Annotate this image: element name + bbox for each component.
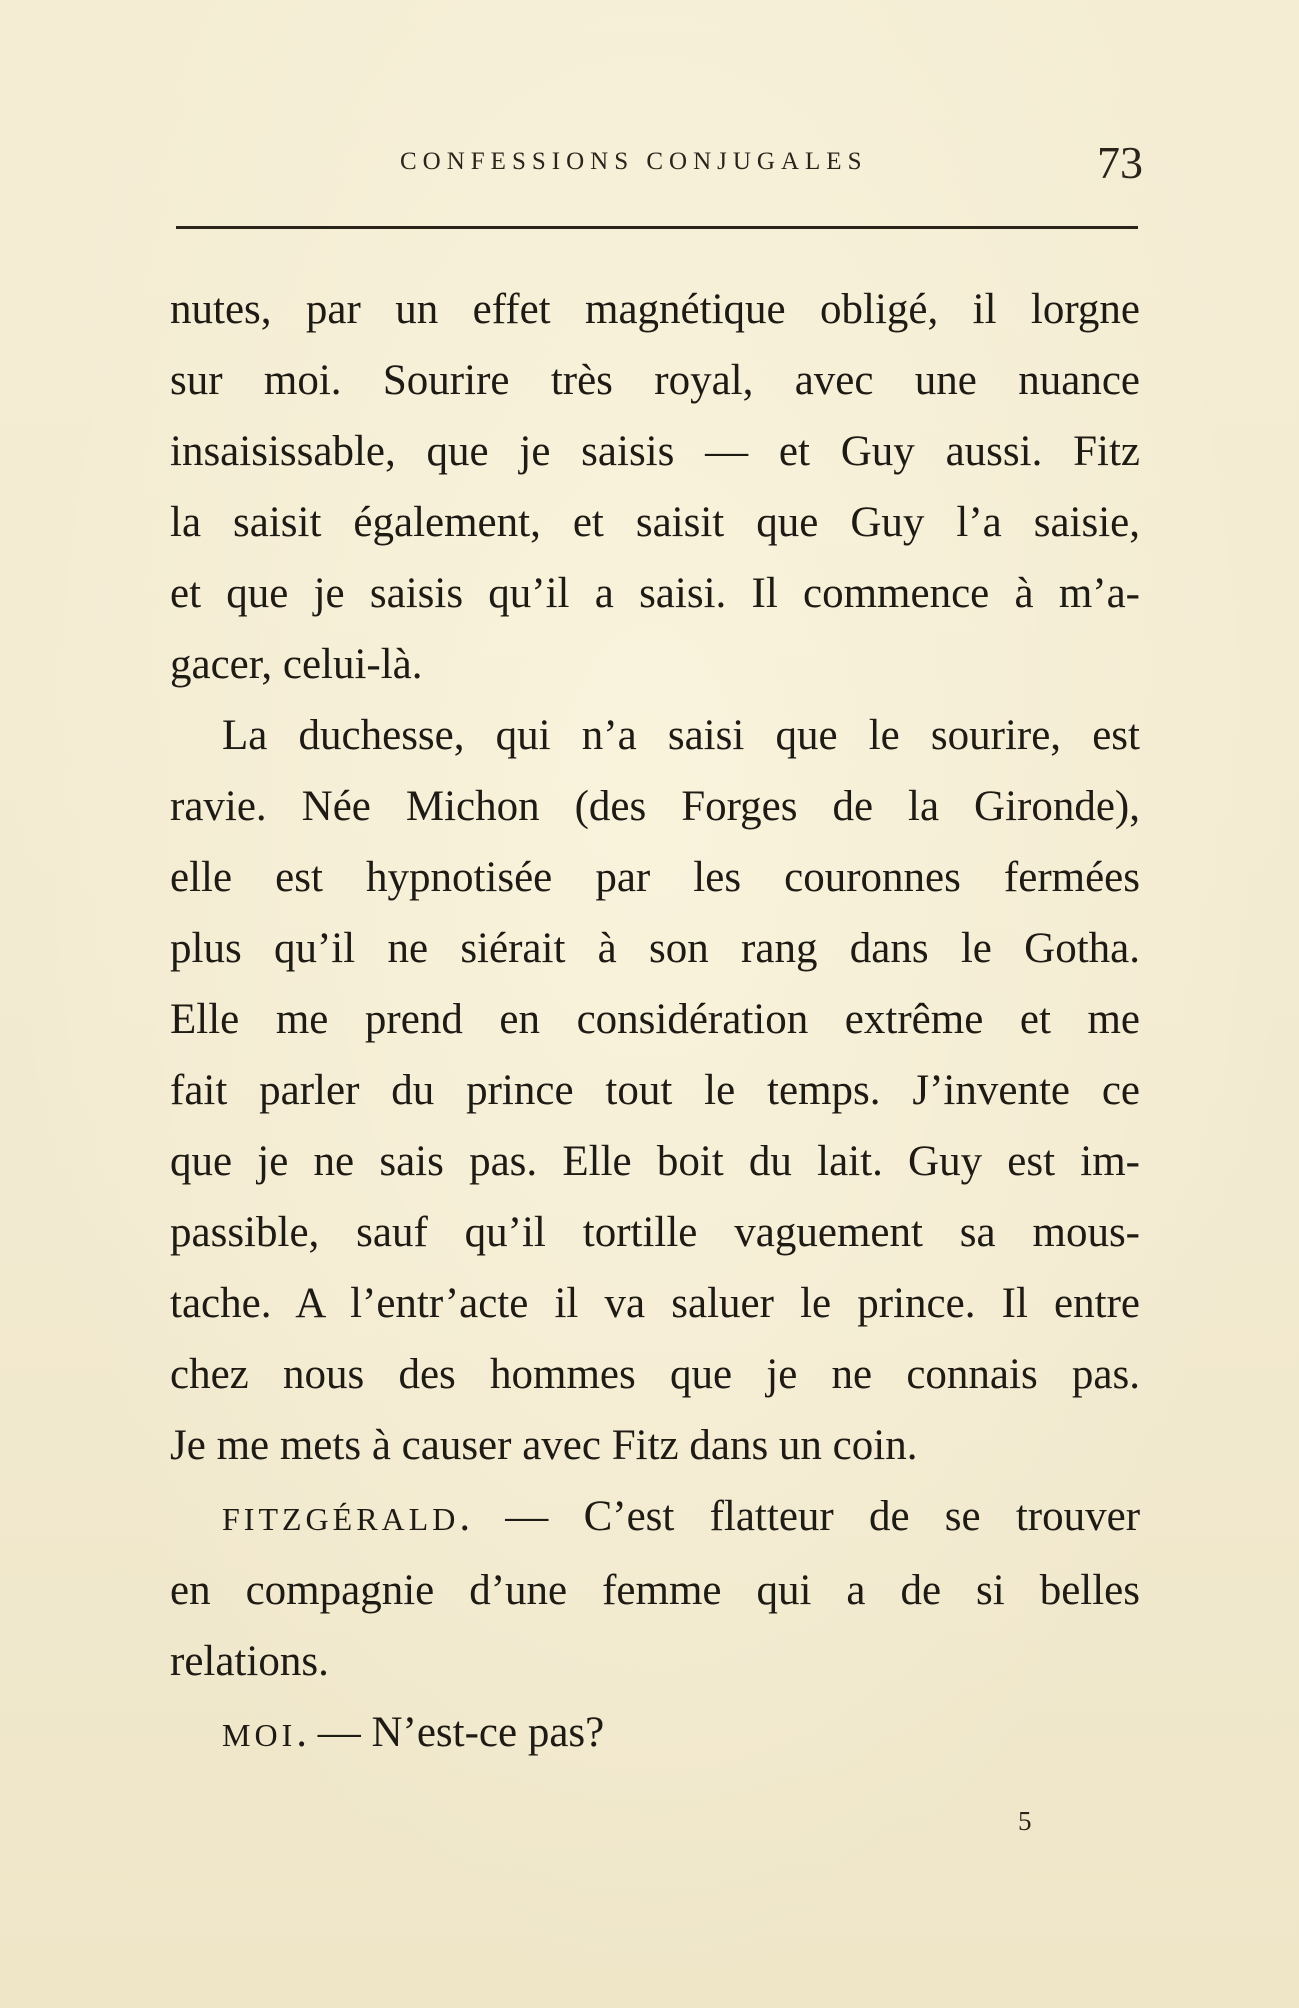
text-line: que je ne sais pas. Elle boit du lait. Guy est im- [170,1138,1140,1185]
text-line: La duchesse, qui n’a saisi que le sourire, est [222,712,1140,759]
text-line: la saisit également, et saisit que Guy l’a saisie, [170,499,1140,546]
dialogue-line [170,1481,1140,1555]
text-line: gacer, celui-là. [170,641,423,688]
text-line: et que je saisis qu’il a saisi. Il commence à m’a- [170,570,1140,617]
body-text [170,274,1140,1771]
text-line: chez nous des hommes que je ne connais pas. [170,1351,1140,1398]
text-line: relations. [170,1638,329,1685]
speaker-name: FITZGÉRALD [222,1501,460,1537]
text-line: elle est hypnotisée par les couronnes fermées [170,854,1140,901]
text-line: plus qu’il ne siérait à son rang dans le Gotha. [170,925,1140,972]
text-line: passible, sauf qu’il tortille vaguement sa mous- [170,1209,1140,1256]
text-line: tache. A l’entr’acte il va saluer le prince. Il entre [170,1280,1140,1327]
text-line: sur moi. Sourire très royal, avec une nuance [170,357,1140,404]
dialogue-separator: . — [296,1709,361,1756]
dialogue-text: C’est flatteur de se trouver [583,1493,1141,1540]
text-line: fait parler du prince tout le temps. J’invente ce [170,1067,1140,1114]
dialogue-separator: . — [459,1493,549,1540]
dialogue-text: N’est-ce pas? [371,1709,605,1756]
text-line: nutes, par un effet magnétique obligé, il lorgne [170,286,1140,333]
header-rule [176,226,1138,229]
speaker-name: MOI [222,1717,297,1753]
signature-mark: 5 [1018,1806,1032,1836]
text-line: Elle me prend en considération extrême et me [170,996,1140,1043]
text-line: Je me mets à causer avec Fitz dans un coin. [170,1422,918,1469]
text-line: en compagnie d’une femme qui a de si belles [170,1567,1140,1614]
text-line: ravie. Née Michon (des Forges de la Gironde), [170,783,1140,830]
dialogue-line [170,1697,1140,1771]
page-number: 73 [1097,137,1143,188]
running-title: CONFESSIONS CONJUGALES [400,148,868,175]
text-line: insaisissable, que je saisis — et Guy aussi. Fitz [170,428,1140,475]
